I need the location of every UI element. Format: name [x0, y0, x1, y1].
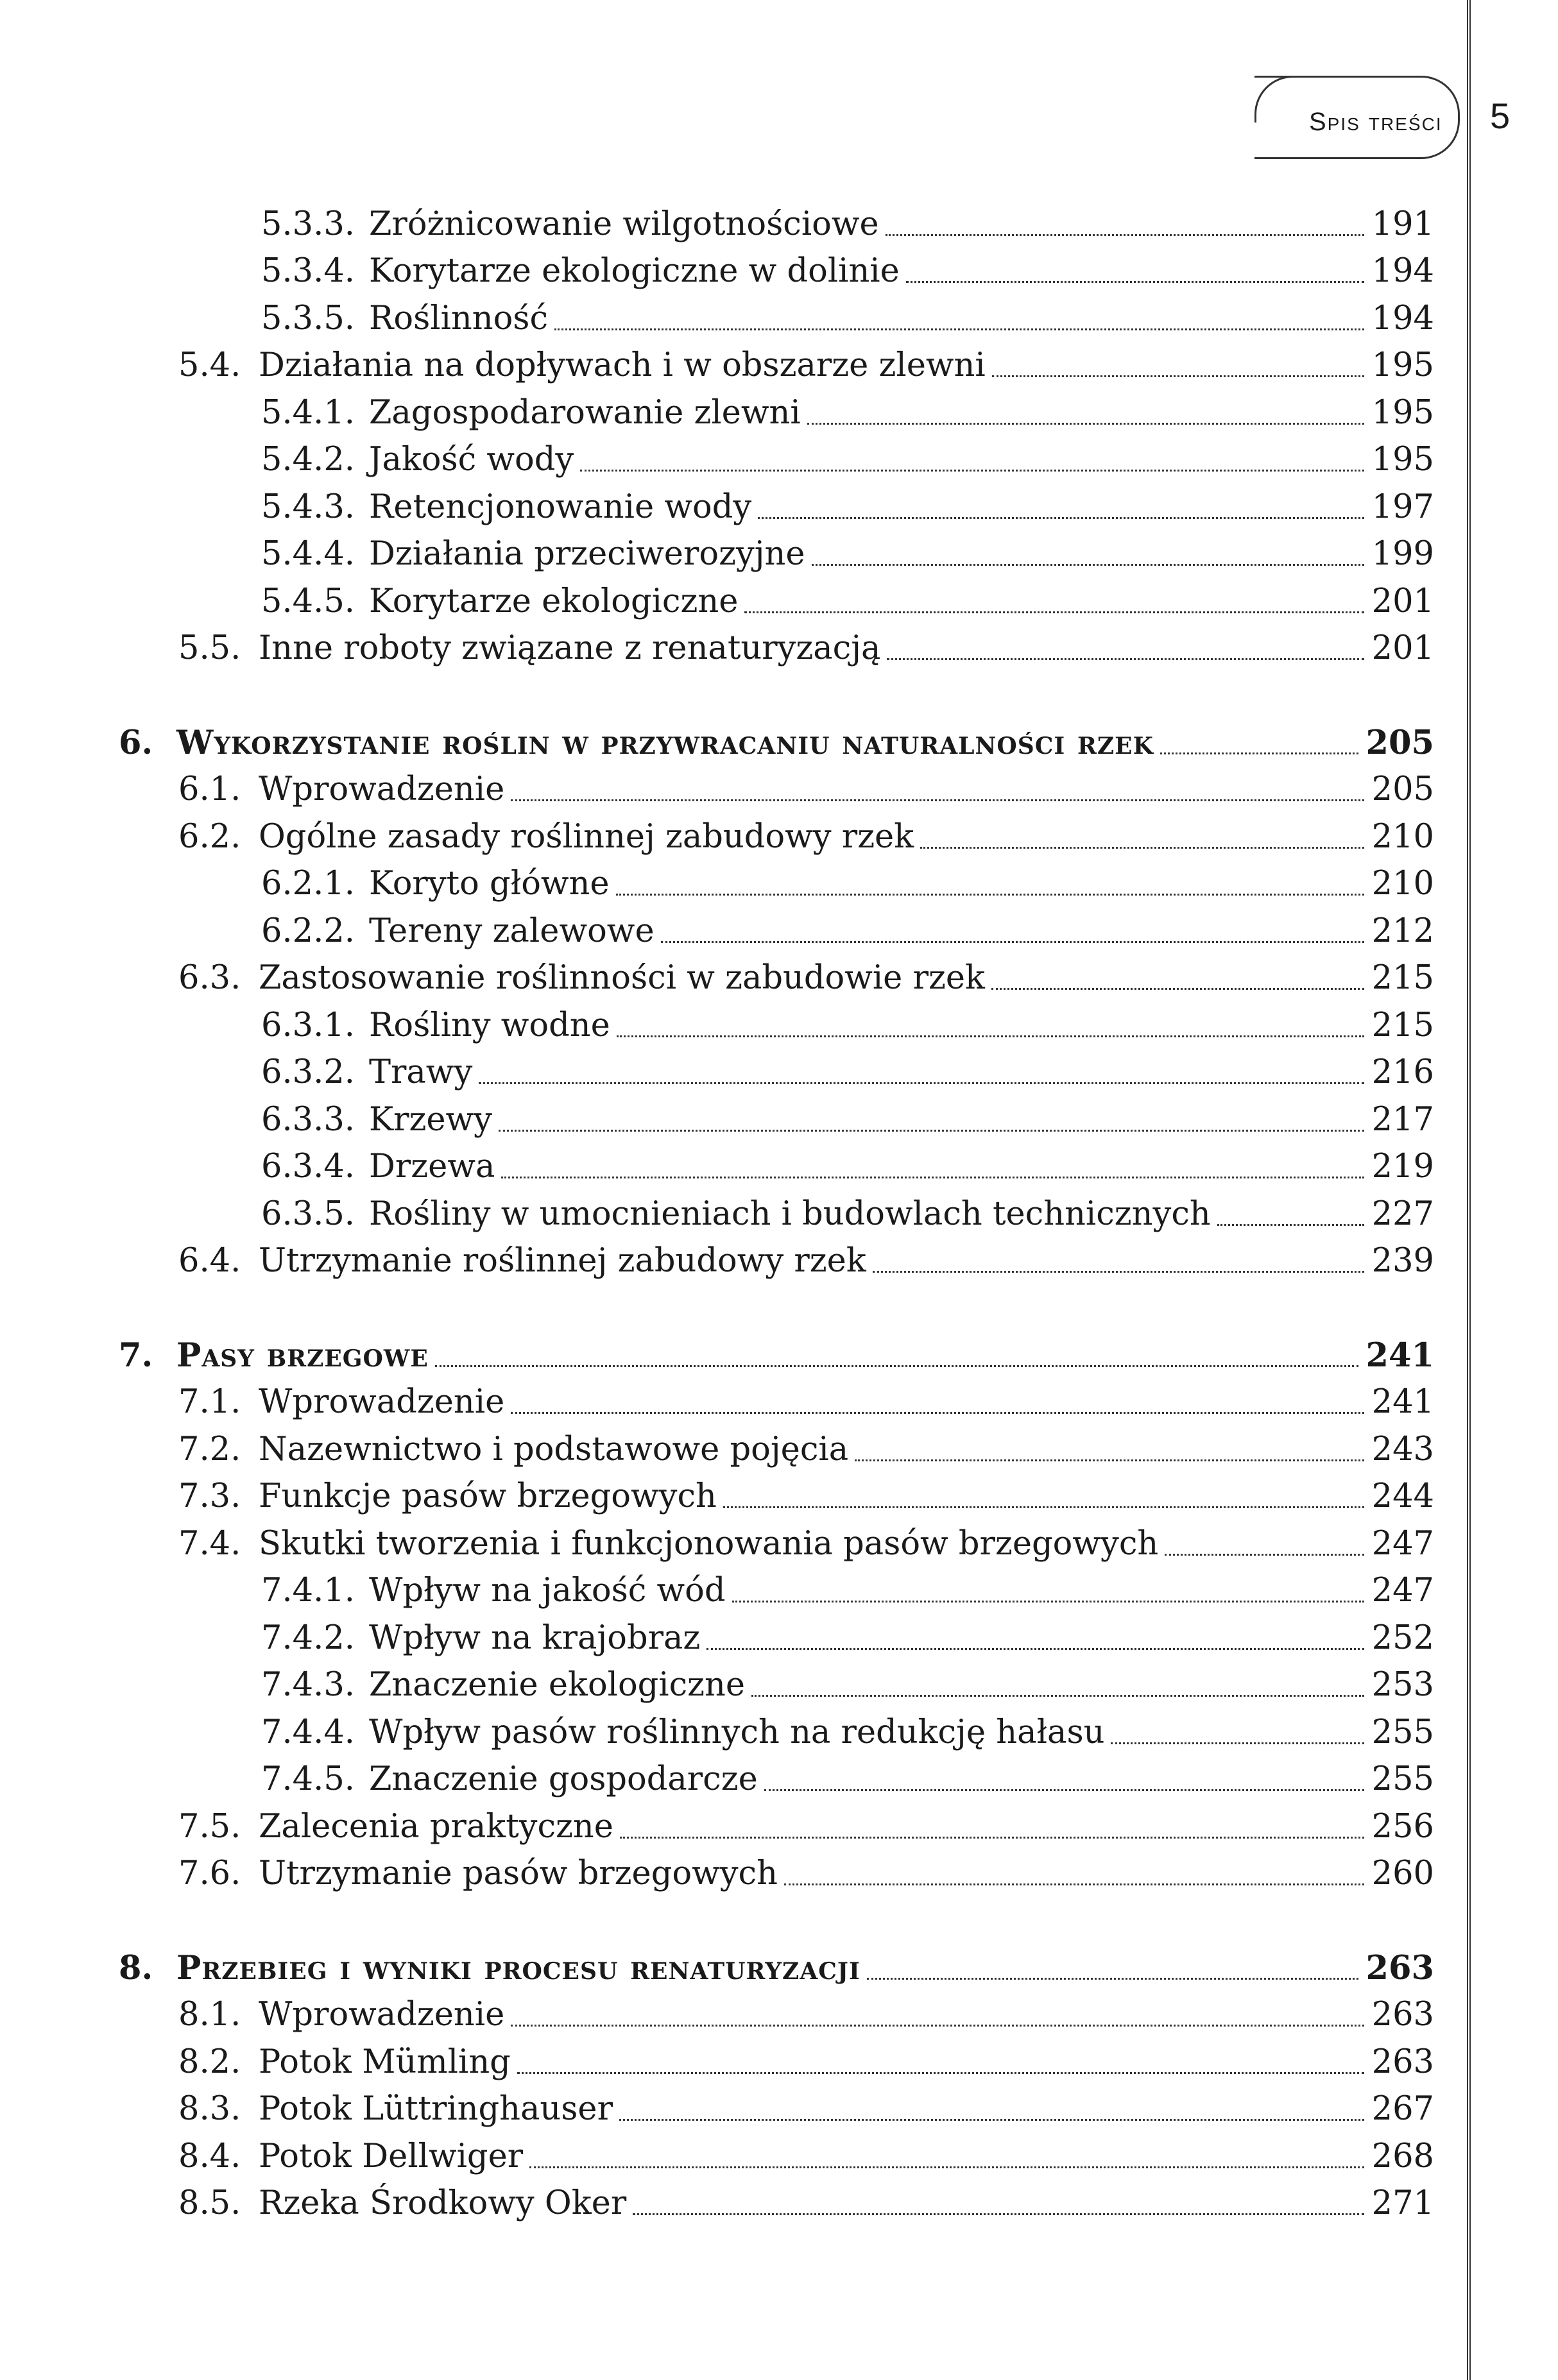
dot-leader: [723, 1506, 1364, 1508]
toc-entry-page: 241: [1371, 1383, 1434, 1421]
dot-leader: [617, 1035, 1364, 1037]
toc-entry[interactable]: [119, 1706, 1434, 1753]
toc-entry[interactable]: [119, 1470, 1434, 1518]
toc-entry[interactable]: [119, 1800, 1434, 1848]
toc-entry-page: 268: [1371, 2137, 1434, 2175]
toc-entry[interactable]: [119, 245, 1434, 293]
toc-entry-page: 217: [1371, 1100, 1434, 1139]
toc-entry[interactable]: [119, 1989, 1434, 2036]
toc-entry-page: 205: [1371, 770, 1434, 808]
toc-entry-title: Wprowadzenie: [259, 1383, 505, 1421]
toc-entry-page: 195: [1371, 441, 1434, 479]
dot-leader: [906, 281, 1364, 283]
toc-entry-number: 5.4.4.: [261, 535, 355, 573]
dot-leader: [886, 234, 1364, 236]
toc-entry-number: 7.4.3.: [261, 1666, 355, 1704]
dot-leader: [887, 658, 1364, 660]
dot-leader: [1217, 1224, 1364, 1226]
toc-entry-number: 7.4.: [178, 1524, 241, 1563]
toc-entry-page: 256: [1371, 1807, 1434, 1846]
toc-entry-title: Inne roboty związane z renaturyzacją: [259, 629, 881, 667]
toc-entry-number: 8.2.: [178, 2043, 241, 2081]
toc-entry-page: 255: [1371, 1713, 1434, 1751]
toc-entry-page: 219: [1371, 1148, 1434, 1186]
toc-entry-number: 8.: [119, 1948, 153, 1987]
toc-entry-number: 7.4.1.: [261, 1572, 355, 1610]
toc-entry-title: Jakość wody: [369, 441, 574, 479]
toc-entry-page: 215: [1371, 1006, 1434, 1044]
toc-entry-title: Potok Dellwiger: [259, 2137, 524, 2175]
toc-entry-page: 263: [1365, 1948, 1434, 1987]
dot-leader: [633, 2213, 1364, 2215]
dot-leader: [992, 375, 1364, 377]
toc-entry-number: 7.4.2.: [261, 1619, 355, 1657]
dot-leader: [920, 847, 1364, 849]
dot-leader: [435, 1365, 1358, 1367]
toc-entry[interactable]: [119, 1235, 1434, 1282]
toc-entry[interactable]: [119, 999, 1434, 1046]
toc-entry-title: Wprowadzenie: [259, 1996, 505, 2034]
toc-entry-title: Zalecenia praktyczne: [259, 1807, 613, 1846]
table-of-contents: [119, 198, 1434, 2224]
toc-entry-page: 239: [1371, 1242, 1434, 1280]
dot-leader: [529, 2166, 1364, 2168]
toc-entry-number: 5.4.5.: [261, 582, 355, 620]
dot-leader: [764, 1789, 1364, 1791]
dot-leader: [784, 1883, 1364, 1885]
toc-entry[interactable]: [119, 1565, 1434, 1612]
toc-entry[interactable]: [119, 1141, 1434, 1188]
dot-leader: [732, 1601, 1364, 1602]
toc-entry-title: Wykorzystanie roślin w przywracaniu naturalności rzek: [176, 723, 1154, 762]
toc-entry-page: 263: [1371, 2043, 1434, 2081]
toc-chapter-entry[interactable]: [119, 1329, 1434, 1376]
toc-entry-title: Działania na dopływach i w obszarze zlewni: [259, 346, 986, 384]
toc-entry-title: Skutki tworzenia i funkcjonowania pasów brzegowych: [259, 1524, 1159, 1563]
toc-entry-number: 6.2.: [178, 817, 241, 856]
dot-leader: [751, 1695, 1364, 1697]
toc-entry[interactable]: [119, 434, 1434, 481]
toc-entry-page: 205: [1365, 723, 1434, 762]
toc-chapter-entry[interactable]: [119, 1941, 1434, 1989]
toc-entry-page: 243: [1371, 1430, 1434, 1468]
toc-entry-number: 7.: [119, 1336, 153, 1375]
dot-leader: [873, 1271, 1364, 1273]
toc-entry[interactable]: [119, 1046, 1434, 1094]
dot-leader: [620, 1837, 1364, 1839]
toc-entry-title: Retencjonowanie wody: [369, 488, 752, 526]
toc-entry-page: 241: [1365, 1336, 1434, 1375]
dot-leader: [661, 941, 1364, 943]
toc-entry-page: 263: [1371, 1996, 1434, 2034]
toc-entry-title: Pasy brzegowe: [176, 1336, 429, 1375]
toc-entry[interactable]: [119, 1611, 1434, 1659]
dot-leader: [855, 1459, 1364, 1461]
toc-entry-page: 271: [1371, 2184, 1434, 2222]
toc-entry-title: Korytarze ekologiczne: [369, 582, 739, 620]
toc-entry-number: 6.3.1.: [261, 1006, 355, 1044]
toc-entry-title: Funkcje pasów brzegowych: [259, 1477, 717, 1515]
toc-entry-number: 7.3.: [178, 1477, 241, 1515]
toc-entry-page: 253: [1371, 1666, 1434, 1704]
dot-leader: [744, 611, 1364, 613]
toc-entry-number: 6.2.2.: [261, 912, 355, 950]
toc-entry[interactable]: [119, 2036, 1434, 2083]
dot-leader: [1160, 752, 1358, 754]
toc-entry[interactable]: [119, 858, 1434, 905]
toc-entry-title: Koryto główne: [369, 865, 610, 903]
toc-entry-page: 197: [1371, 488, 1434, 526]
toc-entry-number: 5.5.: [178, 629, 241, 667]
toc-entry[interactable]: [119, 480, 1434, 528]
toc-entry-title: Wpływ pasów roślinnych na redukcję hałasu: [369, 1713, 1105, 1751]
toc-entry-title: Zagospodarowanie zlewni: [369, 393, 801, 432]
toc-entry-page: 247: [1371, 1572, 1434, 1610]
toc-entry-title: Potok Lüttringhauser: [259, 2090, 613, 2128]
chapter-spacer: [119, 669, 1434, 716]
toc-entry-page: 201: [1371, 629, 1434, 667]
toc-entry[interactable]: [119, 1517, 1434, 1565]
toc-entry-title: Zróżnicowanie wilgotnościowe: [369, 205, 879, 243]
toc-entry-title: Działania przeciwerozyjne: [369, 535, 805, 573]
toc-entry-page: 260: [1371, 1855, 1434, 1892]
toc-entry-page: 244: [1371, 1477, 1434, 1515]
toc-entry-number: 5.4.2.: [261, 441, 355, 479]
toc-entry-title: Znaczenie ekologiczne: [369, 1666, 746, 1704]
toc-entry-title: Utrzymanie roślinnej zabudowy rzek: [259, 1242, 866, 1280]
page-number: 5: [1490, 96, 1511, 136]
toc-entry-number: 7.4.5.: [261, 1760, 355, 1798]
toc-entry-number: 8.4.: [178, 2137, 241, 2175]
toc-entry-title: Wpływ na jakość wód: [369, 1572, 726, 1610]
toc-entry-number: 7.4.4.: [261, 1713, 355, 1751]
running-header-title: Spis treści: [1309, 108, 1442, 136]
dot-leader: [511, 1412, 1364, 1414]
toc-entry-number: 6.3.: [178, 959, 241, 997]
toc-entry-number: 7.5.: [178, 1807, 241, 1846]
toc-entry[interactable]: [119, 763, 1434, 811]
toc-entry-number: 8.3.: [178, 2090, 241, 2128]
toc-entry[interactable]: [119, 810, 1434, 858]
dot-leader: [991, 988, 1364, 990]
toc-entry-title: Rośliny wodne: [369, 1006, 610, 1044]
toc-entry-page: 194: [1371, 252, 1434, 290]
toc-entry-title: Trawy: [369, 1053, 473, 1091]
toc-entry-page: 255: [1371, 1760, 1434, 1798]
toc-entry[interactable]: [119, 575, 1434, 622]
toc-entry-page: 216: [1371, 1053, 1434, 1091]
dot-leader: [758, 517, 1364, 519]
toc-entry-number: 6.3.2.: [261, 1053, 355, 1091]
dot-leader: [580, 470, 1364, 472]
toc-entry-number: 6.: [119, 723, 153, 762]
toc-entry[interactable]: [119, 2130, 1434, 2177]
toc-entry-number: 6.4.: [178, 1242, 241, 1280]
toc-entry[interactable]: [119, 622, 1434, 670]
toc-entry-number: 8.1.: [178, 1996, 241, 2034]
toc-entry-page: 267: [1371, 2090, 1434, 2128]
dot-leader: [619, 2119, 1364, 2121]
toc-entry-title: Nazewnictwo i podstawowe pojęcia: [259, 1430, 849, 1468]
toc-entry[interactable]: [119, 905, 1434, 952]
toc-entry-title: Drzewa: [369, 1148, 495, 1186]
chapter-spacer: [119, 1894, 1434, 1941]
toc-entry-page: 215: [1371, 959, 1434, 997]
toc-entry-page: 252: [1371, 1619, 1434, 1657]
toc-entry-number: 5.3.3.: [261, 205, 355, 243]
toc-entry[interactable]: [119, 2177, 1434, 2225]
toc-entry-title: Potok Mümling: [259, 2043, 511, 2081]
dot-leader: [499, 1130, 1364, 1132]
toc-entry-title: Rzeka Środkowy Oker: [259, 2184, 627, 2222]
toc-entry[interactable]: [119, 1659, 1434, 1706]
toc-entry-title: Ogólne zasady roślinnej zabudowy rzek: [259, 817, 914, 856]
toc-entry-number: 6.3.4.: [261, 1148, 355, 1186]
toc-entry-number: 7.1.: [178, 1383, 241, 1421]
dot-leader: [511, 2025, 1364, 2027]
toc-entry-title: Przebieg i wyniki procesu renaturyzacji: [176, 1948, 860, 1987]
toc-entry-page: 247: [1371, 1524, 1434, 1563]
toc-entry[interactable]: [119, 198, 1434, 245]
toc-entry-page: 195: [1371, 393, 1434, 432]
toc-entry-number: 7.6.: [178, 1855, 241, 1892]
toc-entry-title: Znaczenie gospodarcze: [369, 1760, 758, 1798]
toc-entry-number: 5.4.1.: [261, 393, 355, 432]
dot-leader: [1111, 1742, 1364, 1744]
dot-leader: [517, 2072, 1364, 2074]
toc-entry[interactable]: [119, 528, 1434, 575]
dot-leader: [867, 1978, 1358, 1980]
dot-leader: [554, 328, 1364, 330]
toc-entry-number: 7.2.: [178, 1430, 241, 1468]
toc-entry-title: Roślinność: [369, 299, 549, 337]
toc-entry-number: 5.4.3.: [261, 488, 355, 526]
toc-entry[interactable]: [119, 1848, 1434, 1895]
toc-entry-number: 6.1.: [178, 770, 241, 808]
dot-leader: [616, 894, 1364, 896]
toc-entry-page: 199: [1371, 535, 1434, 573]
toc-entry-number: 5.3.4.: [261, 252, 355, 290]
toc-entry[interactable]: [119, 339, 1434, 387]
toc-entry-title: Rośliny w umocnieniach i budowlach technicznych: [369, 1194, 1211, 1233]
toc-entry-title: Korytarze ekologiczne w dolinie: [369, 252, 900, 290]
toc-entry-page: 210: [1371, 817, 1434, 856]
dot-leader: [511, 799, 1364, 801]
toc-entry-number: 8.5.: [178, 2184, 241, 2222]
toc-entry[interactable]: [119, 292, 1434, 339]
toc-entry-page: 191: [1371, 205, 1434, 243]
toc-chapter-entry[interactable]: [119, 716, 1434, 763]
toc-entry-number: 6.3.3.: [261, 1100, 355, 1139]
toc-entry[interactable]: [119, 1376, 1434, 1424]
toc-entry-page: 212: [1371, 912, 1434, 950]
toc-entry-number: 6.2.1.: [261, 865, 355, 903]
toc-entry[interactable]: [119, 386, 1434, 434]
toc-entry-page: 210: [1371, 865, 1434, 903]
toc-entry-page: 195: [1371, 346, 1434, 384]
toc-entry-page: 201: [1371, 582, 1434, 620]
dot-leader: [501, 1177, 1364, 1178]
toc-entry[interactable]: [119, 2083, 1434, 2130]
toc-entry-number: 5.4.: [178, 346, 241, 384]
dot-leader: [812, 564, 1364, 566]
dot-leader: [1165, 1554, 1364, 1556]
dot-leader: [706, 1648, 1364, 1650]
toc-entry-title: Zastosowanie roślinności w zabudowie rzek: [259, 959, 985, 997]
margin-rule: [1467, 0, 1471, 2380]
chapter-spacer: [119, 1282, 1434, 1329]
toc-entry-number: 6.3.5.: [261, 1194, 355, 1233]
toc-entry[interactable]: [119, 952, 1434, 999]
toc-entry-title: Tereny zalewowe: [369, 912, 655, 950]
toc-entry[interactable]: [119, 1093, 1434, 1141]
toc-entry-number: 5.3.5.: [261, 299, 355, 337]
toc-entry-title: Wpływ na krajobraz: [369, 1619, 701, 1657]
toc-entry-title: Krzewy: [369, 1100, 492, 1139]
dot-leader: [807, 423, 1364, 425]
toc-entry-title: Wprowadzenie: [259, 770, 505, 808]
dot-leader: [479, 1082, 1364, 1084]
toc-entry[interactable]: [119, 1753, 1434, 1801]
toc-entry[interactable]: [119, 1187, 1434, 1235]
toc-entry-title: Utrzymanie pasów brzegowych: [259, 1855, 778, 1892]
toc-entry-page: 194: [1371, 299, 1434, 337]
toc-entry[interactable]: [119, 1423, 1434, 1470]
toc-entry-page: 227: [1371, 1194, 1434, 1233]
